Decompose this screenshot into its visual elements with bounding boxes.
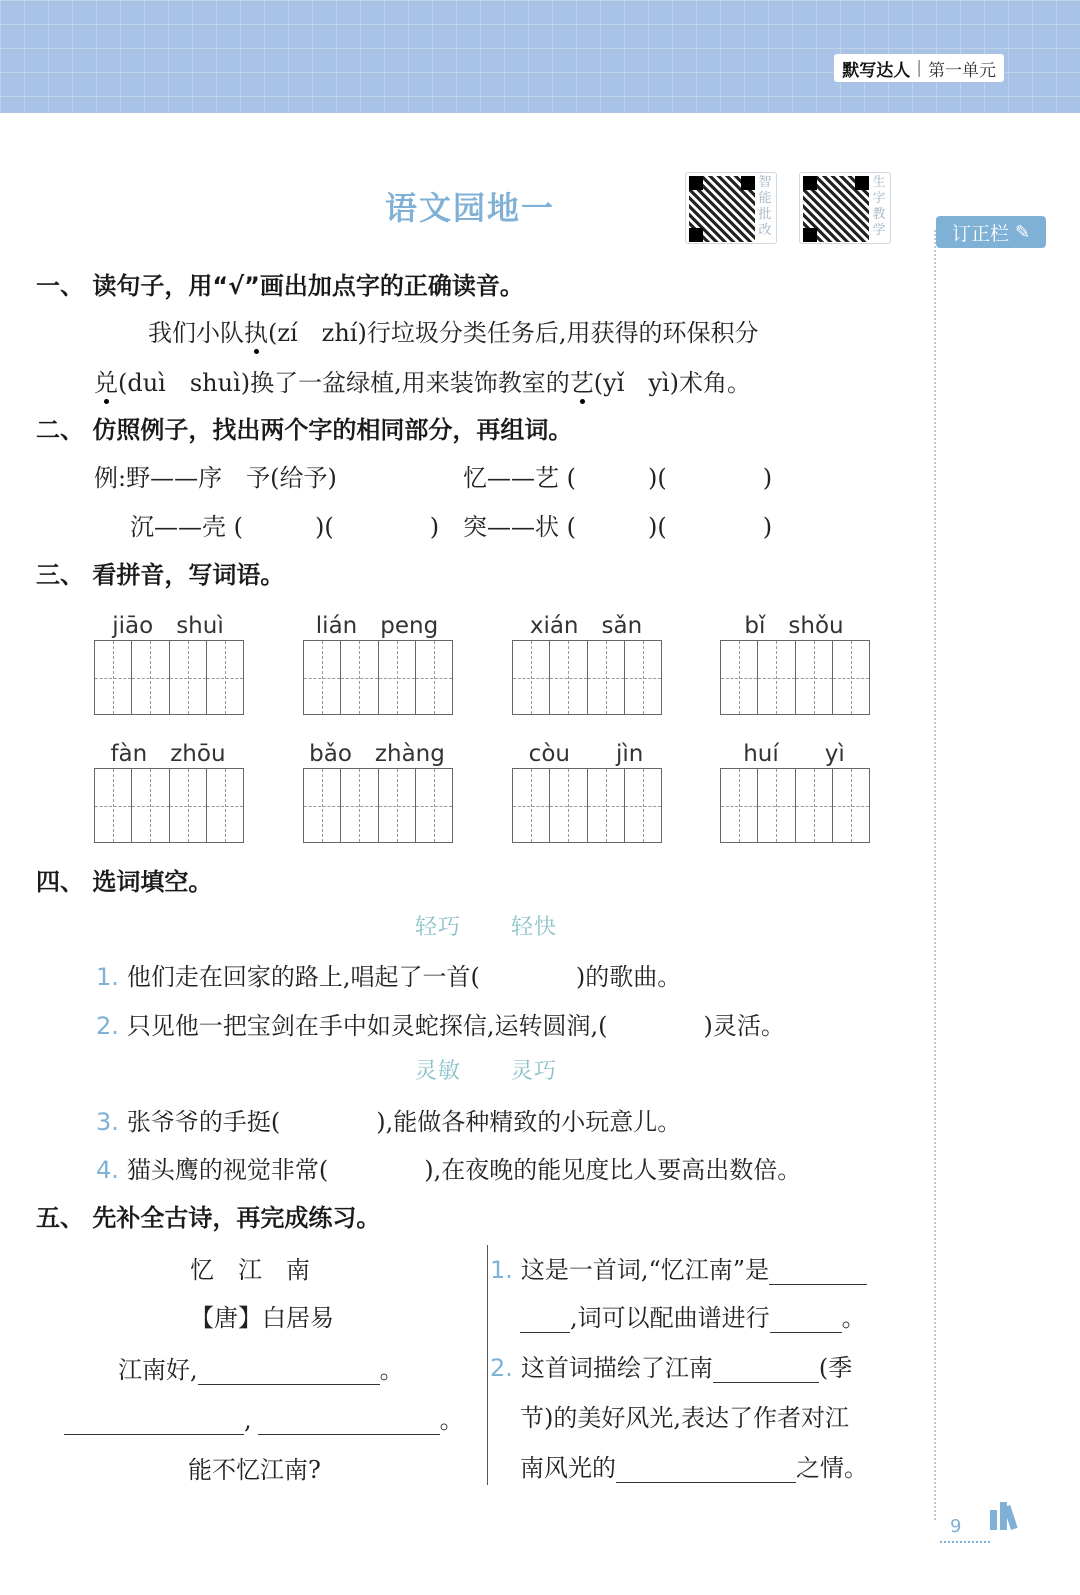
q2-line-2: 节)的美好风光,表达了作者对江 (520, 1404, 849, 1432)
word-options-2: 灵敏 灵巧 (415, 1059, 558, 1084)
writing-grid[interactable] (303, 640, 453, 715)
s4-item-3: 3. 张爷爷的手挺( ),能做各种精致的小玩意儿。 (96, 1108, 682, 1136)
writing-grid[interactable] (720, 640, 870, 715)
s4-item-1: 1. 他们走在回家的路上,唱起了一首( )的歌曲。 (96, 963, 682, 991)
pinyin-label: xián sǎn (529, 613, 643, 639)
poem-author: 【唐】白居易 (190, 1304, 334, 1332)
writing-grid[interactable] (94, 640, 244, 715)
page-number-underline (940, 1541, 990, 1543)
answer-blank[interactable] (198, 1361, 380, 1385)
page-number: 9 (950, 1516, 962, 1537)
section-1-heading: 一、 读句子，用“√”画出加点字的正确读音。 (36, 272, 524, 300)
book-tag-label: 默写达人 (842, 60, 911, 81)
word-options-1: 轻巧 轻快 (415, 915, 558, 940)
answer-blank[interactable] (769, 1261, 867, 1285)
answer-blank[interactable] (770, 1309, 842, 1333)
s2-example: 例:野——序 予(给予) (94, 464, 337, 492)
pinyin-label: bǎo zhàng (309, 741, 445, 767)
unit-tag (834, 54, 1004, 82)
top-banner (0, 0, 1080, 113)
pinyin-label: bǐ shǒu (744, 613, 844, 639)
pinyin-label: fàn zhōu (110, 741, 226, 767)
pinyin-label: jiāo shuì (112, 613, 224, 639)
s2-item-3: 突——状 ( )( ) (463, 513, 773, 541)
section-4-heading: 四、 选词填空。 (36, 868, 213, 896)
section-5-divider (487, 1245, 488, 1485)
q2-line-1: 2. 这首词描绘了江南 (季 (490, 1354, 853, 1382)
pencil-icon: ✎ (1014, 221, 1031, 243)
correction-label: 订正栏 (951, 222, 1009, 245)
poem-line-3: 能不忆江南? (188, 1456, 321, 1484)
writing-grid[interactable] (512, 640, 662, 715)
pinyin-label: lián peng (315, 613, 439, 639)
writing-grid[interactable] (512, 768, 662, 843)
section-5-heading: 五、 先补全古诗，再完成练习。 (36, 1204, 381, 1232)
pinyin-label: huí yì (743, 741, 845, 767)
answer-blank[interactable] (64, 1411, 244, 1435)
writing-grid[interactable] (94, 768, 244, 843)
section-2-heading: 二、 仿照例子，找出两个字的相同部分，再组词。 (36, 416, 573, 444)
s1-line-1: 我们小队执(zí zhí)行垃圾分类任务后,用获得的环保积分 (148, 313, 758, 348)
q1-line-1: 1. 这是一首词,“忆江南”是 (490, 1250, 867, 1285)
s2-item-1: 忆——艺 ( )( ) (463, 464, 773, 492)
qr-label: 生 字 教 学 (872, 175, 886, 238)
s4-item-4: 4. 猫头鹰的视觉非常( ),在夜晚的能见度比人要高出数倍。 (96, 1156, 802, 1184)
poem-line-2: , 。 (64, 1400, 464, 1435)
s4-item-2: 2. 只见他一把宝剑在手中如灵蛇探信,运转圆润,( )灵活。 (96, 1012, 785, 1040)
s2-item-2: 沉——壳 ( )( ) (130, 513, 440, 541)
correction-column-tab (936, 216, 1046, 248)
qr-code-grading[interactable] (685, 172, 777, 244)
correction-divider (934, 230, 936, 1520)
answer-blank[interactable] (616, 1459, 796, 1483)
qr-label: 智 能 批 改 (758, 175, 772, 238)
qr-code-icon (689, 176, 755, 242)
answer-blank[interactable] (258, 1411, 440, 1435)
answer-blank[interactable] (520, 1309, 570, 1333)
q2-line-3: 南风光的 之情。 (520, 1454, 868, 1482)
q1-line-2: ,词可以配曲谱进行 。 (520, 1298, 866, 1333)
tag-separator: | (916, 58, 922, 78)
unit-tag-label: 第一单元 (928, 60, 996, 81)
section-3-heading: 三、 看拼音，写词语。 (36, 561, 285, 589)
qr-code-teaching[interactable] (799, 172, 891, 244)
poem-line-1: 江南好, 。 (118, 1356, 404, 1384)
s1-line-2: 兑(duì shuì)换了一盆绿植,用来装饰教室的艺(yǐ yì)术角。 (94, 363, 751, 398)
pinyin-label: còu jìn (528, 741, 644, 767)
books-icon (990, 1502, 1030, 1530)
answer-blank[interactable] (713, 1359, 819, 1383)
writing-grid[interactable] (720, 768, 870, 843)
poem-title: 忆 江 南 (190, 1256, 310, 1284)
writing-grid[interactable] (303, 768, 453, 843)
page-title: 语文园地一 (384, 189, 555, 227)
qr-code-icon (803, 176, 869, 242)
